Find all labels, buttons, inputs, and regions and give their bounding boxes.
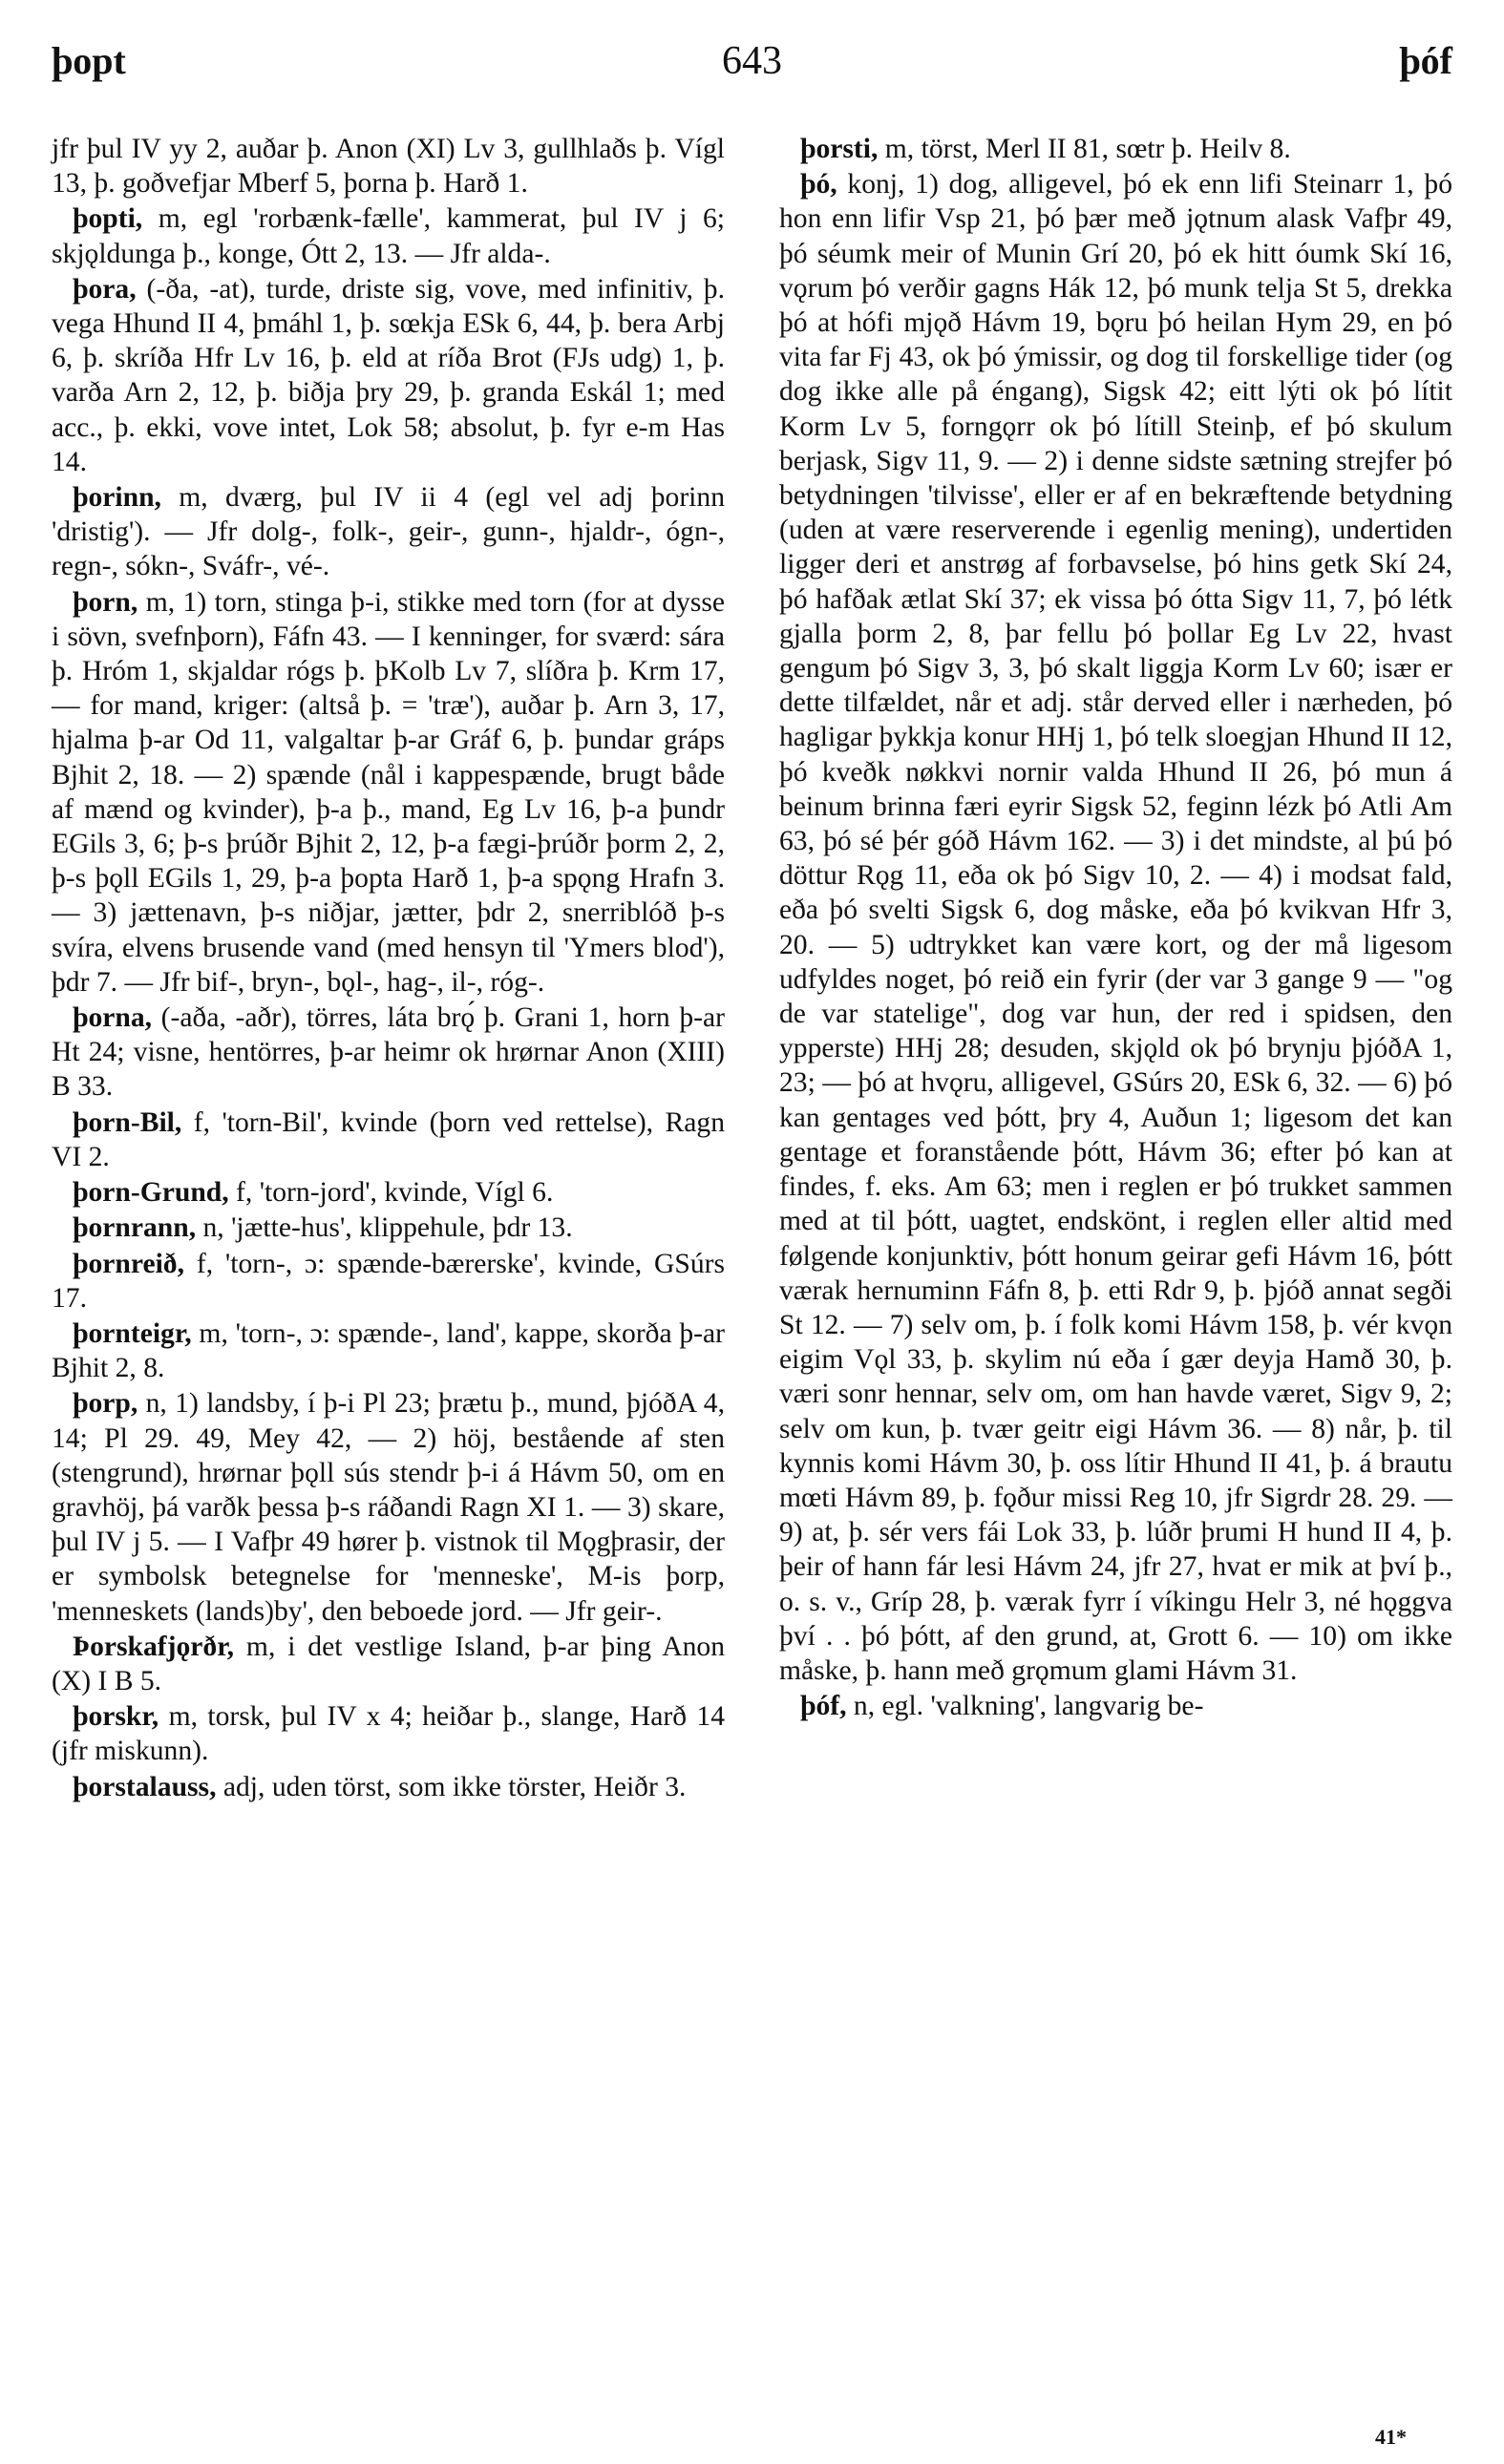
dictionary-entry	[52, 1386, 725, 1628]
entry-text: m, törst, Merl II 81, sœtr þ. Heilv 8.	[878, 134, 1291, 164]
page-number: 643	[722, 39, 782, 83]
dictionary-entry	[52, 1247, 725, 1316]
entry-text: n, egl. 'valkning', langvarig be-	[846, 1691, 1204, 1722]
entry-text: n, 1) landsby, í þ-i Pl 23; þrætu þ., mund, þjóðA 4, 14; Pl 29. 49, Mey 42, — 2) höj, bestående af sten (stengrund), hrørnar þǫll sús stendr þ-i á Hávm 50, om en gravhöj, þá varðk þessa þ-s ráðandi Ragn XI 1. — 3) skare, þul IV j 5. — I Vafþr 49 hører þ. vistnok til Mǫgþrasir, der er symbolsk betegnelse for 'menneske', M-is þorp, 'menneskets (lands)by', den beboede jord. — Jfr geir-.	[52, 1388, 725, 1627]
dictionary-entry	[779, 132, 1452, 166]
dictionary-entry	[52, 1316, 725, 1385]
dictionary-entry	[52, 1211, 725, 1245]
dictionary-entry	[52, 132, 725, 200]
dictionary-entry	[779, 167, 1452, 1688]
entry-text: m, i det vestlige Island, þ-ar þing Anon (X) I B 5.	[52, 1631, 725, 1696]
entry-text: m, 'torn-, ɔ: spænde-, land', kappe, skorða þ-ar Bjhit 2, 8.	[52, 1317, 725, 1384]
entry-headword: þornreið,	[73, 1248, 185, 1279]
entry-headword: Þorskafjǫrðr,	[73, 1631, 235, 1662]
entry-text: f, 'torn-Bil', kvinde (þorn ved rettelse), Ragn VI 2.	[52, 1106, 725, 1172]
entry-headword: þornrann,	[73, 1212, 197, 1244]
entry-headword: þopti,	[73, 203, 143, 235]
entry-text: jfr þul IV yy 2, auðar þ. Anon (XI) Lv 3, gullhlaðs þ. Vígl 13, þ. goðvefjar Mberf 5, þorna þ. Harð 1.	[52, 134, 725, 200]
signature-mark: 41*	[1375, 2425, 1407, 2449]
left-column	[52, 132, 725, 1804]
entry-text: m, egl 'rorbænk-fælle', kammerat, þul IV j 6; skjǫldunga þ., konge, Ótt 2, 13. — Jfr alda-.	[52, 203, 725, 269]
dictionary-entry	[52, 1175, 725, 1210]
entry-headword: þorna,	[73, 1002, 153, 1034]
entry-headword: þóf,	[800, 1691, 847, 1722]
entry-text: m, dværg, þul IV ii 4 (egl vel adj þorinn 'dristig'). — Jfr dolg-, folk-, geir-, gunn-, hjaldr-, ógn-, regn-, sókn-, Sváfr-, vé-.	[52, 482, 725, 582]
entry-headword: þorn,	[73, 586, 138, 618]
entry-headword: þorsti,	[800, 134, 879, 164]
entry-headword: þorp,	[73, 1388, 138, 1420]
running-head-left: þopt	[52, 39, 126, 82]
entry-text: m, torsk, þul IV x 4; heiðar þ., slange, Harð 14 (jfr miskunn).	[52, 1701, 725, 1767]
dictionary-entry	[52, 272, 725, 479]
dictionary-entry	[52, 585, 725, 1000]
entry-text: f, 'torn-jord', kvinde, Vígl 6.	[228, 1177, 554, 1209]
entry-headword: þornteigr,	[73, 1317, 192, 1349]
entry-headword: þorstalauss,	[73, 1771, 217, 1802]
entry-headword: þorn-Grund,	[73, 1177, 229, 1209]
dictionary-entry	[52, 1000, 725, 1105]
dictionary-entry	[52, 480, 725, 584]
dictionary-entry	[52, 1106, 725, 1174]
entry-headword: þorskr,	[73, 1701, 159, 1733]
dictionary-entry	[52, 1630, 725, 1698]
dictionary-entry	[779, 1689, 1452, 1723]
entry-text: n, 'jætte-hus', klippehule, þdr 13.	[196, 1212, 573, 1244]
entry-headword: þorn-Bil,	[73, 1106, 182, 1138]
dictionary-entry	[52, 1699, 725, 1768]
entry-text: adj, uden törst, som ikke törster, Heiðr 3.	[216, 1771, 687, 1802]
entry-headword: þora,	[73, 273, 137, 305]
entry-text: f, 'torn-, ɔ: spænde-bærerske', kvinde, GSúrs 17.	[52, 1248, 725, 1314]
running-head-right: þóf	[1399, 39, 1452, 82]
entry-text: (-aða, -aðr), törres, láta brǫ́ þ. Grani 1, horn þ-ar Ht 24; visne, hentörres, þ-ar heimr ok hrørnar Anon (XIII) B 33.	[52, 1002, 725, 1103]
page-header	[52, 38, 1452, 95]
right-column	[779, 132, 1452, 1723]
entry-headword: þorinn,	[73, 482, 161, 514]
dictionary-entry	[52, 1770, 725, 1804]
entry-text: m, 1) torn, stinga þ-i, stikke med torn (for at dysse i sövn, svefnþorn), Fáfn 43. — I kenninger, for sværd: sára þ. Hróm 1, skjaldar rógs þ. þKolb Lv 7, slíðra þ. Krm 17, — for mand, kriger: (altså þ. = 'træ'), auðar þ. Arn 3, 17, hjalma þ-ar Od 11, valgaltar þ-ar Gráf 6, þ. þundar gráps Bjhit 2, 18. — 2) spænde (nål i kappespænde, brugt både af mænd og kvinder), þ-a þ., mand, Eg Lv 16, þ-a þundr EGils 3, 6; þ-s þrúðr Bjhit 2, 12, þ-a fægi-þrúðr þorm 2, 2, þ-s þǫll EGils 1, 29, þ-a þopta Harð 1, þ-a spǫng Hrafn 3. — 3) jættenavn, þ-s niðjar, jætter, þdr 2, snerriblóð þ-s svíra, elvens brusende vand (med hensyn til 'Ymers blod'), þdr 7. — Jfr bif-, bryn-, bǫl-, hag-, il-, róg-.	[52, 586, 725, 998]
entry-text: konj, 1) dog, alligevel, þó ek enn lifi Steinarr 1, þó hon enn lifir Vsp 21, þó þær með jǫtnum alask Vafþr 49, þó séumk meir of Munin Grí 20, þó ek hitt óumk Skí 16, vǫrum þó verðir gagns Hák 12, þó munk telja St 5, drekka þó at hófi mjǫð Hávm 19, bǫru þó heilan Hym 29, en þó vita far Fj 43, ok þó ýmissir, og dog til forskellige tider (og dog ikke alle på éngang), Sigsk 42; eitt lýti ok þó lítit Korm Lv 5, forngǫrr ok þó lítill Steinþ, ef þó skulum berjask, Sigv 11, 9. — 2) i denne sidste sætning strejfer þó betydningen 'tilvisse', eller er af en bekræftende betydning (uden at være reserverende i egenlig mening), undertiden ligger deri et anstrøg af forbavselse, þó hins getk Skí 24, þó hafðak ætlat Skí 37; ek vissa þó ótta Sigv 11, 7, þó létk gjalla þorm 2, 8, þar fellu þó þollar Eg Lv 22, hvast gengum þó Sigv 3, 3, þó skalt liggja Korm Lv 60; især er dette tilfældet, når et adj. står derved eller i nærheden, þó hagligar þykkja konur HHj 1, þó telk sloegjan Hhund II 12, þó kveðk nøkkvi nornir valda Hhund II 26, þó mun á beinum brinna færi eyrir Sigsk 52, feginn lézk þó Atli Am 63, þó sé þér góð Hávm 162. — 3) i det mindste, al þú þó döttur Rǫg 11, eða ok þó Sigv 10, 2. — 4) i modsat fald, eða þó svelti Sigsk 6, dog måske, eða þó kvikvan Hfr 3, 20. — 5) udtrykket kan være kort, og der må ligesom udfyldes noget, þó reið ein fyrir (der var 3 gange 9 — "og de var statelige", dog var hun, der red i spidsen, den ypperste) HHj 28; desuden, skjǫld ok þó brynju þjóðA 1, 23; — þó at hvǫru, alligevel, GSúrs 20, ESk 6, 32. — 6) þó kan gentages ved þótt, þry 4, Auðun 1; ligesom det kan gentage et foranstående þótt, Hávm 36; efter þó kan at findes, f. eks. Am 63; men i reglen er þó trukket sammen med at til þótt, uagtet, endskönt, i reglen eller altid med følgende konjunktiv, þótt honum geirar gefi Hávm 16, þótt værak hernuminn Fáfn 8, þ. etti Rdr 9, þ. þjóð annat segði St 12. — 7) selv om, þ. í folk komi Hávm 158, þ. vér kvǫn eigim Vǫl 33, þ. skylim nú eða í gær deyja Hamð 30, þ. væri sonr hennar, selv om, om han havde været, Sigv 9, 2; selv om kun, þ. tvær geitr eigi Hávm 36. — 8) når, þ. til kynnis komi Hávm 30, þ. oss lítir Hhund II 41, þ. á brautu mœti Hávm 89, þ. fǫður missi Reg 10, jfr Sigrdr 28. 29. — 9) at, þ. sér vers fái Lok 33, þ. lúðr þrumi H hund II 4, þ. þeir of hann fár lesi Hávm 24, jfr 27, hvat er mik at því þ., o. s. v., Gríp 28, þ. værak fyrr í víkingu Helr 3, né hǫggva því . . þó þótt, af den grund, at, Grott 6. — 10) om ikke måske, þ. hann með grǫmum glami Hávm 31.	[779, 169, 1452, 1686]
entry-headword: þó,	[800, 169, 837, 200]
dictionary-entry	[52, 201, 725, 270]
entry-text: (-ða, -at), turde, driste sig, vove, med infinitiv, þ. vega Hhund II 4, þmáhl 1, þ. sœkja ESk 6, 44, þ. bera Arbj 6, þ. skríða Hfr Lv 16, þ. eld at ríða Brot (FJs udg) 1, þ. varða Arn 2, 12, þ. biðja þry 29, þ. granda Eskál 1; med acc., þ. ekki, vove intet, Lok 58; absolut, þ. fyr e-m Has 14.	[52, 273, 725, 477]
